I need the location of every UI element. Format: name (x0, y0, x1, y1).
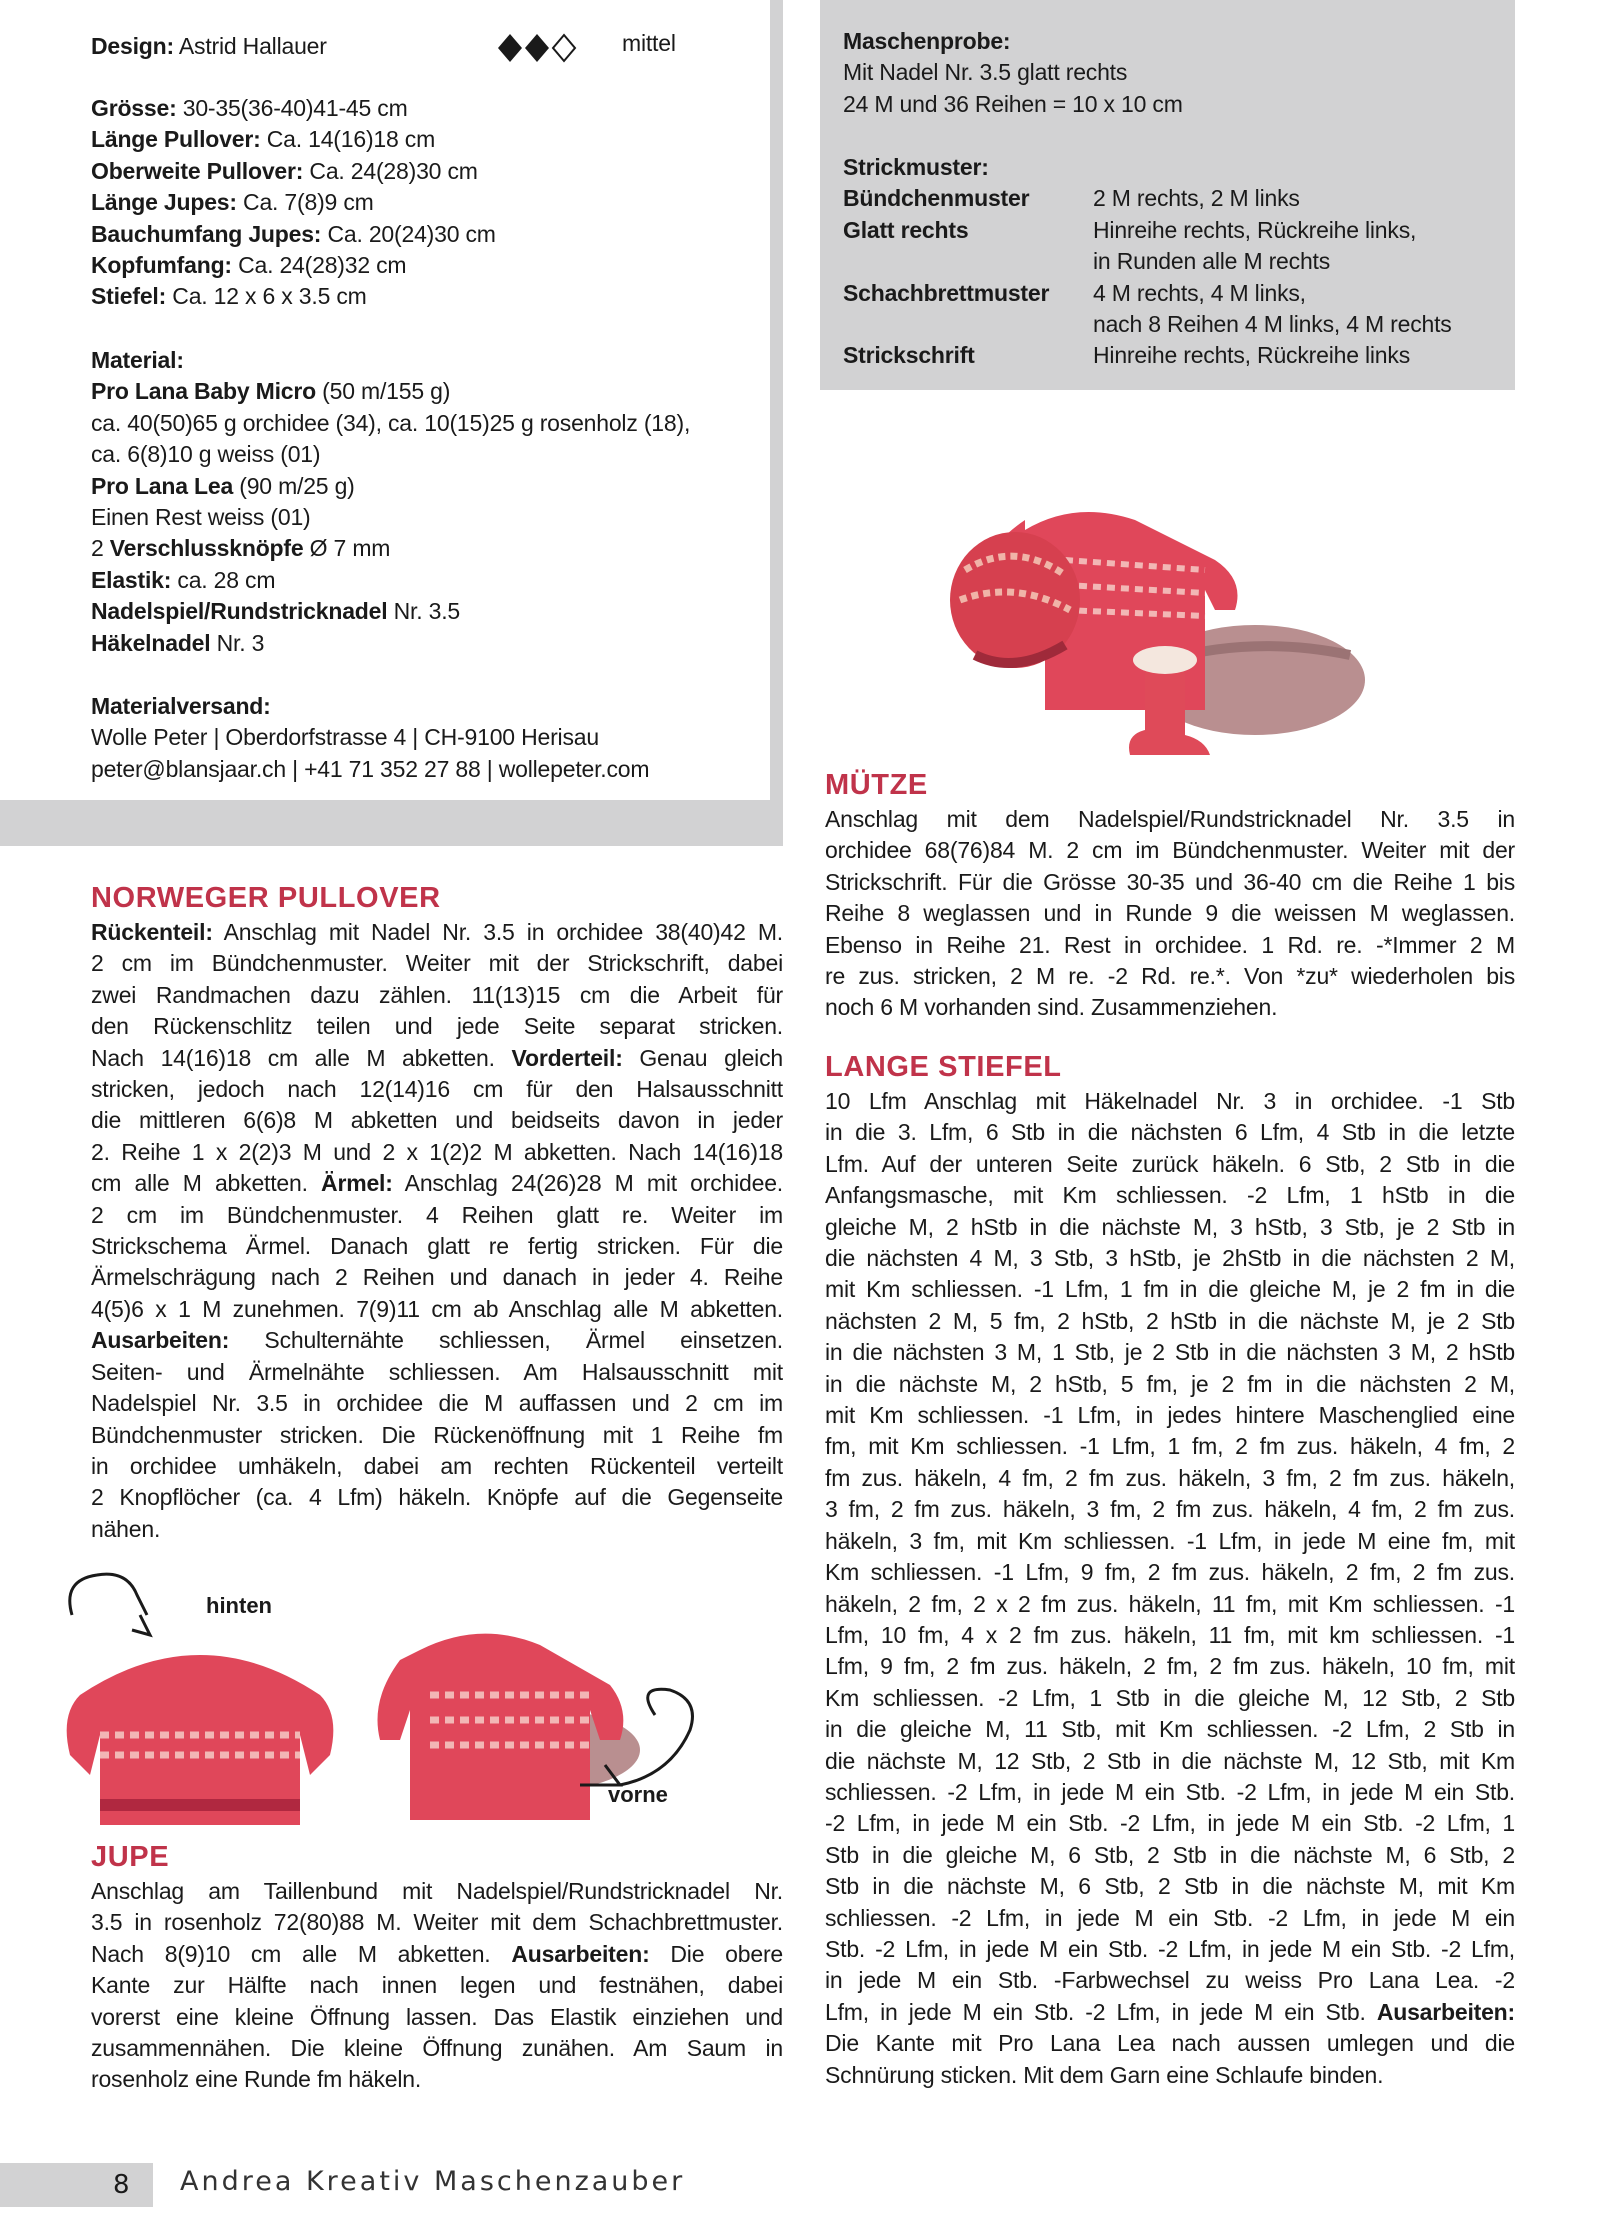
product-photo-set (935, 490, 1405, 760)
pullover-line: in orchidee umhäkeln, dabei am rechten Rückenteil verteilt (91, 1452, 783, 1479)
pullover-line: zwei Randmachen dazu zählen. 11(13)15 cm die Arbeit für (91, 981, 783, 1008)
jupe-line: zusammennähen. Die kleine Öffnung zunähen. Am Saum in (91, 2035, 783, 2062)
sweater-back-front-image (40, 1555, 780, 1845)
contact-line: peter@blansjaar.ch | +41 71 352 27 88 | wollepeter.com (91, 755, 650, 782)
muetze-line: noch 6 M vorhanden sind. Zusammenziehen. (825, 994, 1278, 1021)
pullover-line: Strickschema Ärmel. Danach glatt re fertig stricken. Für die (91, 1233, 783, 1260)
pullover-line: Nach 14(16)18 cm alle M abketten. Vorderteil: Genau gleich (91, 1044, 783, 1071)
stiefel-line: in die 3. Lfm, 6 Stb in die nächsten 6 Lfm, 4 Stb in die letzte (825, 1119, 1515, 1146)
size-row: Oberweite Pullover: Ca. 24(28)30 cm (91, 157, 478, 184)
pullover-text (91, 917, 783, 1545)
pullover-line: stricken, jedoch nach 12(14)16 cm für den Halsausschnitt (91, 1076, 783, 1103)
pullover-line: 2 Knopflöcher (ca. 4 Lfm) häkeln. Knöpfe auf die Gegenseite (91, 1484, 783, 1511)
jupe-line: Nach 8(9)10 cm alle M abketten. Ausarbeiten: Die obere (91, 1940, 783, 1967)
versand-block: Materialversand: Wolle Peter | Oberdorfstrasse 4 | CH-9100 Herisau peter@blansjaar.ch | +41 71 352 27 88 | wollepeter.com (91, 691, 771, 785)
stiefel-line: Stb. -2 Lfm, in jede M ein Stb. -2 Lfm, in jede M ein Stb. -2 Lfm, (825, 1935, 1515, 1962)
muetze-line: Anschlag mit dem Nadelspiel/Rundstricknadel Nr. 3.5 in (825, 806, 1515, 832)
pullover-line: 2 cm im Bündchenmuster. Weiter mit der Strickschrift, dabei (91, 950, 783, 977)
stiefel-line: gleiche M, 2 hStb in die nächste M, 3 hStb, 3 Stb, je 2 Stb in (825, 1213, 1515, 1240)
pattern-heading: Strickmuster: (843, 154, 989, 180)
stiefel-line: häkeln, 3 fm, mit Km schliessen. -1 Lfm, in jede M eine fm, mit (825, 1527, 1515, 1554)
stiefel-line: fm zus. häkeln, 4 fm, 2 fm zus. häkeln, 3 fm, 2 fm zus. häkeln, (825, 1464, 1515, 1491)
stiefel-line: schliessen. -2 Lfm, in jede M ein Stb. -2 Lfm, in jede M ein Stb. (825, 1778, 1515, 1805)
muetze-heading: MÜTZE (825, 769, 928, 801)
versand-heading: Materialversand: (91, 693, 271, 719)
stiefel-text (825, 1086, 1515, 2091)
stiefel-line: schliessen. -2 Lfm, in jede M ein Stb. -2 Lfm, in jede M ein (825, 1904, 1515, 1931)
stiefel-line: Km schliessen. -2 Lfm, 1 Stb in die gleiche M, 12 Stb, 2 Stb (825, 1684, 1515, 1711)
stiefel-heading: LANGE STIEFEL (825, 1051, 1062, 1083)
footer-title: Andrea Kreativ Maschenzauber (180, 2166, 686, 2197)
stiefel-line: die nächste M, 12 Stb, 2 Stb in die nächste M, 12 Stb, mit Km (825, 1747, 1515, 1774)
page-number: 8 (113, 2170, 130, 2200)
stiefel-line: in die nächsten 3 M, 1 Stb, je 2 Stb in die nächsten 3 M, 2 hStb (825, 1339, 1515, 1366)
stiefel-line: Lfm. Auf der unteren Seite zurück häkeln. 6 Stb, 2 Stb in die (825, 1150, 1515, 1177)
gauge-heading: Maschenprobe: (843, 28, 1011, 54)
stiefel-line: in die nächste M, 2 hStb, 5 fm, je 2 fm in die nächsten 2 M, (825, 1370, 1515, 1397)
stiefel-line: Stb in die gleiche M, 6 Stb, 2 Stb in die nächste M, 6 Stb, 2 (825, 1841, 1515, 1868)
muetze-line: Ebenso in Reihe 21. Rest in orchidee. 1 Rd. re. -*Immer 2 M (825, 931, 1515, 958)
stiefel-line: Stb in die nächste M, 6 Stb, 2 Stb in die nächste M, mit Km (825, 1873, 1515, 1900)
pullover-line: Rückenteil: Anschlag mit Nadel Nr. 3.5 in orchidee 38(40)42 M. (91, 919, 783, 945)
material-list: Material: Pro Lana Baby Micro (50 m/155 g) ca. 40(50)65 g orchidee (34), ca. 10(15)25 g rosenholz (18), ca. 6(8)10 g weiss (01) Pro Lana Lea (90 m/25 g) Einen Rest weiss (01) 2 Verschlussknöpfe Ø 7 mm Elastik: ca. 28 cm Nadelspiel/Rundstricknadel Nr. 3.5 Häkelnadel Nr. 3 (91, 347, 691, 656)
stiefel-line: die nächsten 4 M, 3 Stb, 3 hStb, je 2hStb in die nächsten 2 M, (825, 1245, 1515, 1272)
size-list (91, 93, 751, 313)
stiefel-line: mit Km schliessen. -1 Lfm, 1 fm in die gleiche M, je 2 fm in die (825, 1276, 1515, 1303)
pullover-heading: NORWEGER PULLOVER (91, 882, 441, 914)
stiefel-line: Lfm, 10 fm, 4 x 2 fm zus. häkeln, 11 fm, mit km schliessen. -1 (825, 1621, 1515, 1648)
stiefel-line: häkeln, 2 fm, 2 x 2 fm zus. häkeln, 11 fm, mit Km schliessen. -1 (825, 1590, 1515, 1617)
stiefel-line: Lfm, in jede M ein Stb. -2 Lfm, in jede M ein Stb. Ausarbeiten: (825, 1998, 1515, 2025)
jupe-heading: JUPE (91, 1841, 170, 1873)
pullover-line: Bündchenmuster stricken. Die Rückenöffnung mit 1 Reihe fm (91, 1421, 783, 1448)
jupe-line: Kante zur Hälfte nach innen legen und festnähen, dabei (91, 1972, 783, 1999)
material-heading: Material: (91, 347, 184, 373)
pullover-line: Nadelspiel Nr. 3.5 in orchidee die M auffassen und 2 cm im (91, 1390, 783, 1417)
muetze-line: Reihe 8 weglassen und in Runde 9 die weissen M weglassen. (825, 900, 1515, 927)
stiefel-line: 10 Lfm Anschlag mit Häkelnadel Nr. 3 in orchidee. -1 Stb (825, 1088, 1515, 1114)
pullover-line: 2 cm im Bündchenmuster. 4 Reihen glatt re. Weiter im (91, 1201, 783, 1228)
size-row: Stiefel: Ca. 12 x 6 x 3.5 cm (91, 283, 367, 310)
stiefel-line: in die gleiche M, 11 Stb, mit Km schliessen. -2 Lfm, 2 Stb in (825, 1716, 1515, 1743)
stiefel-line: Anfangsmasche, mit Km schliessen. -2 Lfm, 1 hStb in die (825, 1182, 1515, 1209)
jupe-line: 3.5 in rosenholz 72(80)88 M. Weiter mit dem Schachbrettmuster. (91, 1909, 783, 1936)
jupe-line: rosenholz eine Runde fm häkeln. (91, 2066, 422, 2093)
muetze-text (825, 804, 1515, 1024)
muetze-line: re zus. stricken, 2 M re. -2 Rd. re.*. Von *zu* wiederholen bis (825, 963, 1515, 990)
difficulty-label: mittel (622, 30, 676, 56)
stiefel-line: mit Km schliessen. -1 Lfm, in jedes hintere Maschenglied eine (825, 1402, 1515, 1429)
size-row: Grösse: 30-35(36-40)41-45 cm (91, 95, 408, 121)
pullover-line: den Rückenschlitz teilen und jede Seite separat stricken. (91, 1013, 783, 1040)
muetze-line: Strickschrift. Für die Grösse 30-35 und 36-40 cm die Reihe 1 bis (825, 868, 1515, 895)
pullover-line: Ärmelschrägung nach 2 Reihen und danach in jeder 4. Reihe (91, 1264, 783, 1291)
pattern-block (843, 152, 1503, 372)
muetze-line: orchidee 68(76)84 M. 2 cm im Bündchenmuster. Weiter mit der (825, 837, 1515, 864)
label-vorne: vorne (608, 1782, 668, 1807)
pullover-line: 4(5)6 x 1 M zunehmen. 7(9)11 cm ab Anschlag alle M abketten. (91, 1295, 783, 1322)
design-line: Design: Astrid Hallauer (91, 33, 327, 59)
pullover-line: die mittleren 6(6)8 M abketten und beidseits davon in jeder (91, 1107, 783, 1134)
difficulty-icons (497, 33, 581, 63)
difficulty-diamonds-icon (497, 33, 581, 63)
stiefel-line: fm, mit Km schliessen. -1 Lfm, 1 fm, 2 fm zus. häkeln, 4 fm, 2 (825, 1433, 1515, 1460)
pullover-line: nähen. (91, 1515, 161, 1542)
stiefel-line: nächsten 2 M, 5 fm, 2 hStb, 2 hStb in die nächste M, je 2 Stb (825, 1307, 1515, 1334)
stiefel-line: Die Kante mit Pro Lana Lea nach aussen umlegen und die (825, 2030, 1515, 2057)
jupe-line: vorerst eine kleine Öffnung lassen. Das Elastik einziehen und (91, 2003, 783, 2030)
pullover-line: Seiten- und Ärmelnähte schliessen. Am Halsausschnitt mit (91, 1358, 783, 1385)
pullover-line: cm alle M abketten. Ärmel: Anschlag 24(26)28 M mit orchidee. (91, 1170, 783, 1197)
stiefel-line: Schnürung sticken. Mit dem Garn eine Schlaufe binden. (825, 2061, 1384, 2088)
size-row: Bauchumfang Jupes: Ca. 20(24)30 cm (91, 220, 496, 247)
stiefel-line: Lfm, 9 fm, 2 fm zus. häkeln, 2 fm, 2 fm zus. häkeln, 10 fm, mit (825, 1653, 1515, 1680)
stiefel-line: Km schliessen. -1 Lfm, 9 fm, 2 fm zus. häkeln, 2 fm, 2 fm zus. (825, 1559, 1515, 1586)
pattern-table: Bündchenmuster 2 M rechts, 2 M links Glatt rechts Hinreihe rechts, Rückreihe links, in Runden alle M rechts Schachbrettmuster 4 M rechts, 4 M links, nach 8 Reihen 4 M links, 4 M rechts Strickschrift Hinreihe rechts, Rückreihe links (843, 185, 1452, 369)
photo-back-front (40, 1555, 780, 1845)
stiefel-line: 3 fm, 2 fm zus. häkeln, 3 fm, 2 fm zus. häkeln, 4 fm, 2 fm zus. (825, 1496, 1515, 1523)
pullover-line: 2. Reihe 1 x 2(2)3 M und 2 x 1(2)2 M abketten. Nach 14(16)18 (91, 1138, 783, 1165)
jupe-text (91, 1876, 783, 2096)
footer-page-box (0, 2163, 153, 2207)
knitwear-set-image (935, 490, 1405, 760)
stiefel-line: -2 Lfm, in jede M ein Stb. -2 Lfm, in jede M ein Stb. -2 Lfm, 1 (825, 1810, 1515, 1837)
size-row: Länge Jupes: Ca. 7(8)9 cm (91, 189, 374, 216)
label-hinten: hinten (206, 1593, 272, 1618)
jupe-line: Anschlag am Taillenbund mit Nadelspiel/Rundstricknadel Nr. (91, 1878, 783, 1904)
size-row: Kopfumfang: Ca. 24(28)32 cm (91, 252, 407, 279)
size-row: Länge Pullover: Ca. 14(16)18 cm (91, 126, 436, 153)
stiefel-line: in jede M ein Stb. -Farbwechsel zu weiss Pro Lana Lea. -2 (825, 1967, 1515, 1994)
pullover-line: Ausarbeiten: Schulternähte schliessen, Ärmel einsetzen. (91, 1327, 783, 1354)
gauge-block: Maschenprobe: Mit Nadel Nr. 3.5 glatt rechts 24 M und 36 Reihen = 10 x 10 cm (843, 28, 1183, 117)
